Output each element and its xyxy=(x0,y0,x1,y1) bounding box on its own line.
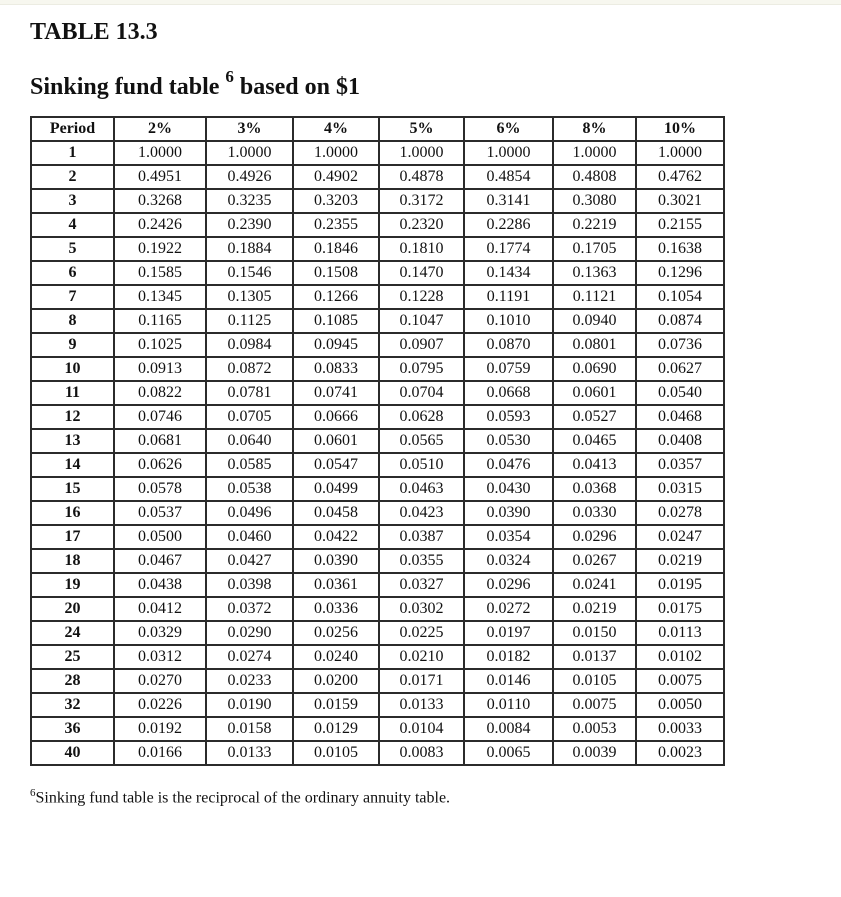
factor-cell: 0.0171 xyxy=(379,669,464,693)
factor-cell: 0.2426 xyxy=(114,213,206,237)
factor-cell: 0.0527 xyxy=(553,405,636,429)
column-header-rate: 5% xyxy=(379,117,464,141)
factor-cell: 0.3172 xyxy=(379,189,464,213)
factor-cell: 0.0913 xyxy=(114,357,206,381)
factor-cell: 0.0781 xyxy=(206,381,293,405)
column-header-rate: 2% xyxy=(114,117,206,141)
factor-cell: 0.0510 xyxy=(379,453,464,477)
factor-cell: 0.0270 xyxy=(114,669,206,693)
factor-cell: 0.3021 xyxy=(636,189,724,213)
column-header-rate: 8% xyxy=(553,117,636,141)
factor-cell: 0.1121 xyxy=(553,285,636,309)
factor-cell: 0.1470 xyxy=(379,261,464,285)
footnote xyxy=(30,783,725,808)
period-cell: 36 xyxy=(31,717,114,741)
factor-cell: 0.0033 xyxy=(636,717,724,741)
table-row xyxy=(31,165,724,189)
table-row xyxy=(31,453,724,477)
factor-cell: 0.0192 xyxy=(114,717,206,741)
factor-cell: 0.1228 xyxy=(379,285,464,309)
factor-cell: 0.1345 xyxy=(114,285,206,309)
factor-cell: 0.0075 xyxy=(553,693,636,717)
factor-cell: 0.1305 xyxy=(206,285,293,309)
table-row xyxy=(31,621,724,645)
factor-cell: 0.0315 xyxy=(636,477,724,501)
table-row xyxy=(31,285,724,309)
factor-cell: 0.0104 xyxy=(379,717,464,741)
factor-cell: 0.0430 xyxy=(464,477,553,501)
factor-cell: 0.0578 xyxy=(114,477,206,501)
table-row xyxy=(31,669,724,693)
factor-cell: 0.0746 xyxy=(114,405,206,429)
factor-cell: 0.0219 xyxy=(553,597,636,621)
factor-cell: 0.2320 xyxy=(379,213,464,237)
factor-cell: 0.0537 xyxy=(114,501,206,525)
factor-cell: 0.0668 xyxy=(464,381,553,405)
factor-cell: 0.0296 xyxy=(553,525,636,549)
factor-cell: 0.1884 xyxy=(206,237,293,261)
factor-cell: 0.0468 xyxy=(636,405,724,429)
factor-cell: 0.0225 xyxy=(379,621,464,645)
factor-cell: 0.0422 xyxy=(293,525,379,549)
factor-cell: 0.0195 xyxy=(636,573,724,597)
factor-cell: 0.2390 xyxy=(206,213,293,237)
factor-cell: 0.0465 xyxy=(553,429,636,453)
factor-cell: 0.0159 xyxy=(293,693,379,717)
footnote-marker: 6 xyxy=(30,787,36,799)
factor-cell: 0.0083 xyxy=(379,741,464,765)
factor-cell: 0.0500 xyxy=(114,525,206,549)
factor-cell: 0.0102 xyxy=(636,645,724,669)
footnote-text: Sinking fund table is the reciprocal of the ordinary annuity table. xyxy=(35,789,451,807)
factor-cell: 0.0547 xyxy=(293,453,379,477)
factor-cell: 0.0247 xyxy=(636,525,724,549)
period-cell: 10 xyxy=(31,357,114,381)
factor-cell: 0.0870 xyxy=(464,333,553,357)
factor-cell: 0.0267 xyxy=(553,549,636,573)
factor-cell: 0.0219 xyxy=(636,549,724,573)
factor-cell: 0.0666 xyxy=(293,405,379,429)
factor-cell: 0.0312 xyxy=(114,645,206,669)
period-cell: 19 xyxy=(31,573,114,597)
factor-cell: 0.4902 xyxy=(293,165,379,189)
table-row xyxy=(31,477,724,501)
factor-cell: 0.0601 xyxy=(293,429,379,453)
column-header-period: Period xyxy=(31,117,114,141)
factor-cell: 0.0593 xyxy=(464,405,553,429)
factor-cell: 0.1705 xyxy=(553,237,636,261)
factor-cell: 0.2355 xyxy=(293,213,379,237)
factor-cell: 0.0330 xyxy=(553,501,636,525)
period-cell: 1 xyxy=(31,141,114,165)
factor-cell: 0.1025 xyxy=(114,333,206,357)
sinking-fund-table xyxy=(30,116,725,766)
factor-cell: 0.0324 xyxy=(464,549,553,573)
factor-cell: 0.0368 xyxy=(553,477,636,501)
factor-cell: 0.0412 xyxy=(114,597,206,621)
factor-cell: 0.2219 xyxy=(553,213,636,237)
factor-cell: 0.0329 xyxy=(114,621,206,645)
factor-cell: 0.3141 xyxy=(464,189,553,213)
factor-cell: 0.3268 xyxy=(114,189,206,213)
factor-cell: 0.1047 xyxy=(379,309,464,333)
factor-cell: 0.0984 xyxy=(206,333,293,357)
factor-cell: 0.0150 xyxy=(553,621,636,645)
factor-cell: 0.0354 xyxy=(464,525,553,549)
table-row xyxy=(31,261,724,285)
factor-cell: 0.0690 xyxy=(553,357,636,381)
factor-cell: 0.0336 xyxy=(293,597,379,621)
factor-cell: 0.0413 xyxy=(553,453,636,477)
factor-cell: 0.0302 xyxy=(379,597,464,621)
factor-cell: 0.0075 xyxy=(636,669,724,693)
factor-cell: 0.3235 xyxy=(206,189,293,213)
table-title xyxy=(30,64,725,103)
factor-cell: 0.0146 xyxy=(464,669,553,693)
factor-cell: 0.0565 xyxy=(379,429,464,453)
factor-cell: 0.2286 xyxy=(464,213,553,237)
table-row xyxy=(31,429,724,453)
factor-cell: 0.0240 xyxy=(293,645,379,669)
factor-cell: 0.3203 xyxy=(293,189,379,213)
table-header-row xyxy=(31,117,724,141)
factor-cell: 0.0133 xyxy=(206,741,293,765)
period-cell: 4 xyxy=(31,213,114,237)
factor-cell: 0.0460 xyxy=(206,525,293,549)
factor-cell: 0.0290 xyxy=(206,621,293,645)
factor-cell: 0.0601 xyxy=(553,381,636,405)
factor-cell: 0.0105 xyxy=(553,669,636,693)
period-cell: 5 xyxy=(31,237,114,261)
factor-cell: 0.0182 xyxy=(464,645,553,669)
factor-cell: 0.0065 xyxy=(464,741,553,765)
factor-cell: 0.0538 xyxy=(206,477,293,501)
period-cell: 12 xyxy=(31,405,114,429)
factor-cell: 0.0423 xyxy=(379,501,464,525)
factor-cell: 0.0355 xyxy=(379,549,464,573)
factor-cell: 0.0872 xyxy=(206,357,293,381)
table-row xyxy=(31,741,724,765)
factor-cell: 0.1165 xyxy=(114,309,206,333)
factor-cell: 0.0272 xyxy=(464,597,553,621)
factor-cell: 0.0759 xyxy=(464,357,553,381)
period-cell: 2 xyxy=(31,165,114,189)
factor-cell: 0.1054 xyxy=(636,285,724,309)
factor-cell: 0.0476 xyxy=(464,453,553,477)
factor-cell: 1.0000 xyxy=(206,141,293,165)
factor-cell: 0.0627 xyxy=(636,357,724,381)
table-row xyxy=(31,237,724,261)
top-rule xyxy=(0,0,841,5)
factor-cell: 0.0210 xyxy=(379,645,464,669)
period-cell: 6 xyxy=(31,261,114,285)
factor-cell: 0.0129 xyxy=(293,717,379,741)
factor-cell: 0.1922 xyxy=(114,237,206,261)
factor-cell: 0.0741 xyxy=(293,381,379,405)
factor-cell: 0.0795 xyxy=(379,357,464,381)
factor-cell: 0.1846 xyxy=(293,237,379,261)
table-row xyxy=(31,717,724,741)
factor-cell: 0.0053 xyxy=(553,717,636,741)
factor-cell: 0.0166 xyxy=(114,741,206,765)
table-row xyxy=(31,501,724,525)
factor-cell: 1.0000 xyxy=(114,141,206,165)
factor-cell: 0.1191 xyxy=(464,285,553,309)
factor-cell: 0.0585 xyxy=(206,453,293,477)
period-cell: 20 xyxy=(31,597,114,621)
factor-cell: 0.1638 xyxy=(636,237,724,261)
factor-cell: 0.0438 xyxy=(114,573,206,597)
table-body xyxy=(31,141,724,765)
period-cell: 3 xyxy=(31,189,114,213)
factor-cell: 0.0736 xyxy=(636,333,724,357)
factor-cell: 0.4762 xyxy=(636,165,724,189)
period-cell: 40 xyxy=(31,741,114,765)
factor-cell: 0.0133 xyxy=(379,693,464,717)
period-cell: 15 xyxy=(31,477,114,501)
factor-cell: 0.0197 xyxy=(464,621,553,645)
factor-cell: 1.0000 xyxy=(636,141,724,165)
factor-cell: 0.0327 xyxy=(379,573,464,597)
table-number: TABLE 13.3 xyxy=(30,19,158,45)
factor-cell: 0.0387 xyxy=(379,525,464,549)
factor-cell: 0.1585 xyxy=(114,261,206,285)
factor-cell: 0.0200 xyxy=(293,669,379,693)
factor-cell: 0.0408 xyxy=(636,429,724,453)
factor-cell: 0.0705 xyxy=(206,405,293,429)
table-row xyxy=(31,693,724,717)
factor-cell: 0.0023 xyxy=(636,741,724,765)
factor-cell: 0.3080 xyxy=(553,189,636,213)
factor-cell: 0.0681 xyxy=(114,429,206,453)
period-cell: 13 xyxy=(31,429,114,453)
column-header-rate: 6% xyxy=(464,117,553,141)
column-header-rate: 4% xyxy=(293,117,379,141)
factor-cell: 0.4951 xyxy=(114,165,206,189)
title-text-before: Sinking fund table xyxy=(30,74,226,100)
title-text-after: based on $1 xyxy=(233,74,360,100)
factor-cell: 0.0274 xyxy=(206,645,293,669)
factor-cell: 0.0190 xyxy=(206,693,293,717)
factor-cell: 0.0113 xyxy=(636,621,724,645)
factor-cell: 0.0361 xyxy=(293,573,379,597)
factor-cell: 0.4926 xyxy=(206,165,293,189)
factor-cell: 0.1266 xyxy=(293,285,379,309)
factor-cell: 0.0372 xyxy=(206,597,293,621)
table-row xyxy=(31,549,724,573)
factor-cell: 0.4808 xyxy=(553,165,636,189)
factor-cell: 0.0039 xyxy=(553,741,636,765)
period-cell: 7 xyxy=(31,285,114,309)
factor-cell: 0.1546 xyxy=(206,261,293,285)
factor-cell: 0.1125 xyxy=(206,309,293,333)
table-row xyxy=(31,141,724,165)
factor-cell: 0.0357 xyxy=(636,453,724,477)
factor-cell: 0.0390 xyxy=(293,549,379,573)
document-content xyxy=(30,17,725,808)
factor-cell: 0.0158 xyxy=(206,717,293,741)
table-row xyxy=(31,597,724,621)
factor-cell: 0.0296 xyxy=(464,573,553,597)
title-footnote-ref: 6 xyxy=(225,67,234,86)
factor-cell: 0.0233 xyxy=(206,669,293,693)
table-row xyxy=(31,357,724,381)
factor-cell: 0.0499 xyxy=(293,477,379,501)
factor-cell: 0.0278 xyxy=(636,501,724,525)
factor-cell: 0.0175 xyxy=(636,597,724,621)
column-header-rate: 3% xyxy=(206,117,293,141)
period-cell: 24 xyxy=(31,621,114,645)
factor-cell: 0.1434 xyxy=(464,261,553,285)
factor-cell: 0.1085 xyxy=(293,309,379,333)
factor-cell: 0.0704 xyxy=(379,381,464,405)
factor-cell: 1.0000 xyxy=(293,141,379,165)
factor-cell: 0.0105 xyxy=(293,741,379,765)
period-cell: 16 xyxy=(31,501,114,525)
factor-cell: 0.0640 xyxy=(206,429,293,453)
factor-cell: 0.0626 xyxy=(114,453,206,477)
factor-cell: 1.0000 xyxy=(379,141,464,165)
factor-cell: 0.0427 xyxy=(206,549,293,573)
period-cell: 18 xyxy=(31,549,114,573)
factor-cell: 1.0000 xyxy=(464,141,553,165)
period-cell: 9 xyxy=(31,333,114,357)
factor-cell: 0.0833 xyxy=(293,357,379,381)
period-cell: 17 xyxy=(31,525,114,549)
period-cell: 8 xyxy=(31,309,114,333)
table-row xyxy=(31,189,724,213)
factor-cell: 0.0137 xyxy=(553,645,636,669)
factor-cell: 0.0907 xyxy=(379,333,464,357)
factor-cell: 0.1810 xyxy=(379,237,464,261)
factor-cell: 0.0940 xyxy=(553,309,636,333)
factor-cell: 0.0463 xyxy=(379,477,464,501)
factor-cell: 0.1774 xyxy=(464,237,553,261)
table-row xyxy=(31,333,724,357)
factor-cell: 0.4854 xyxy=(464,165,553,189)
period-cell: 28 xyxy=(31,669,114,693)
factor-cell: 0.0874 xyxy=(636,309,724,333)
factor-cell: 0.1296 xyxy=(636,261,724,285)
factor-cell: 0.0540 xyxy=(636,381,724,405)
factor-cell: 0.0458 xyxy=(293,501,379,525)
period-cell: 11 xyxy=(31,381,114,405)
period-cell: 25 xyxy=(31,645,114,669)
table-row xyxy=(31,309,724,333)
factor-cell: 0.1508 xyxy=(293,261,379,285)
factor-cell: 0.1363 xyxy=(553,261,636,285)
table-row xyxy=(31,645,724,669)
factor-cell: 0.2155 xyxy=(636,213,724,237)
period-cell: 32 xyxy=(31,693,114,717)
factor-cell: 0.0628 xyxy=(379,405,464,429)
table-row xyxy=(31,573,724,597)
factor-cell: 0.0398 xyxy=(206,573,293,597)
factor-cell: 0.0467 xyxy=(114,549,206,573)
factor-cell: 0.0241 xyxy=(553,573,636,597)
factor-cell: 0.1010 xyxy=(464,309,553,333)
factor-cell: 0.0256 xyxy=(293,621,379,645)
table-row xyxy=(31,405,724,429)
column-header-rate: 10% xyxy=(636,117,724,141)
factor-cell: 0.0801 xyxy=(553,333,636,357)
factor-cell: 0.0945 xyxy=(293,333,379,357)
factor-cell: 0.0084 xyxy=(464,717,553,741)
factor-cell: 0.4878 xyxy=(379,165,464,189)
factor-cell: 1.0000 xyxy=(553,141,636,165)
factor-cell: 0.0822 xyxy=(114,381,206,405)
table-row xyxy=(31,381,724,405)
factor-cell: 0.0110 xyxy=(464,693,553,717)
factor-cell: 0.0226 xyxy=(114,693,206,717)
table-row xyxy=(31,213,724,237)
table-row xyxy=(31,525,724,549)
factor-cell: 0.0050 xyxy=(636,693,724,717)
factor-cell: 0.0390 xyxy=(464,501,553,525)
factor-cell: 0.0496 xyxy=(206,501,293,525)
factor-cell: 0.0530 xyxy=(464,429,553,453)
period-cell: 14 xyxy=(31,453,114,477)
